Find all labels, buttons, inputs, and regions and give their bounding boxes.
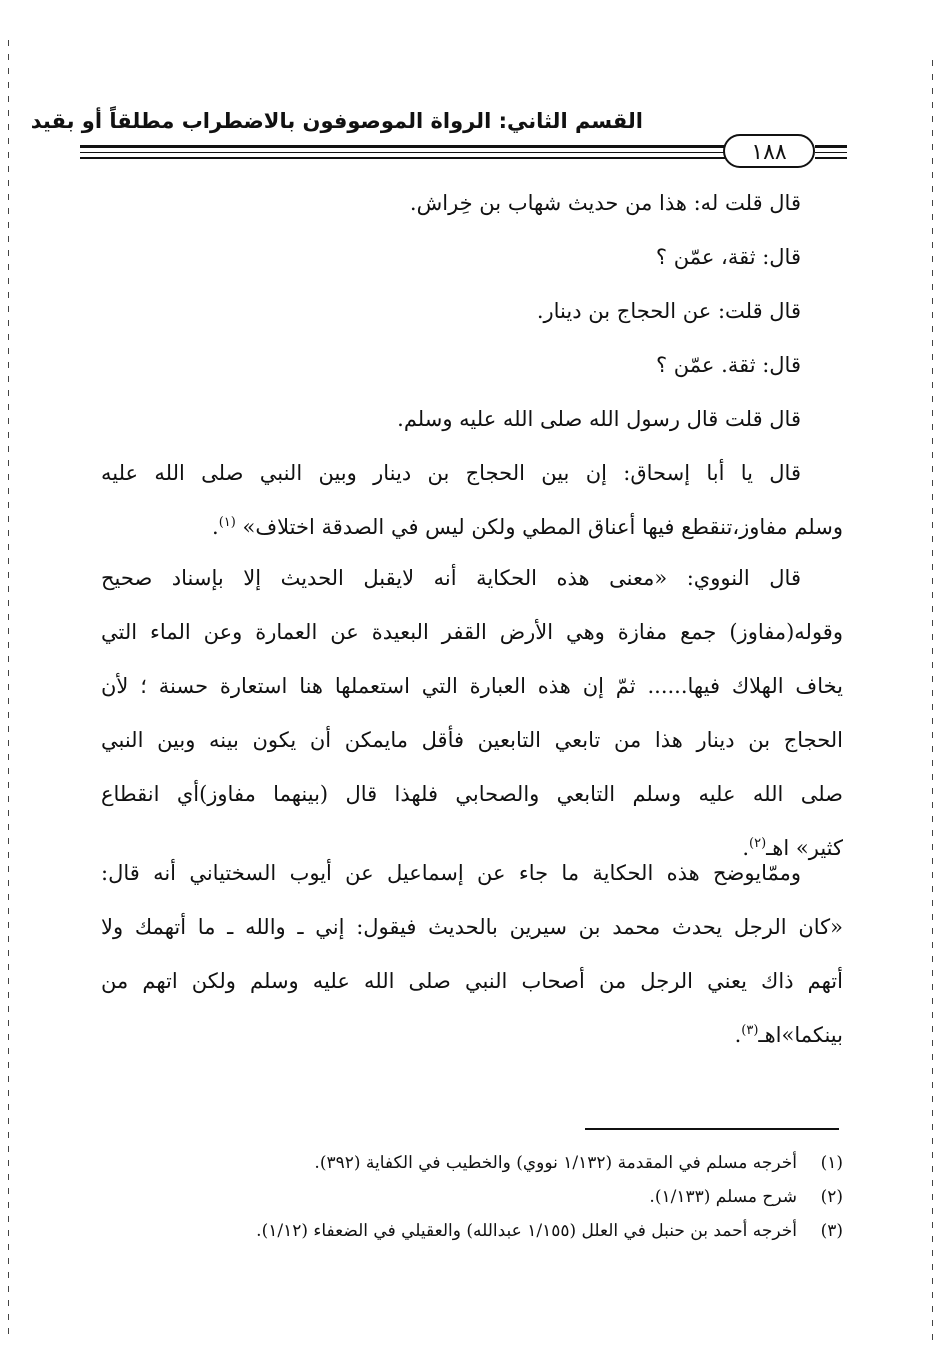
page-number: ١٨٨ — [723, 134, 815, 168]
dialogue-line-2: قال: ثقة، عمّن ؟ — [655, 245, 801, 269]
paragraph-2-line-3: يخاف الهلاك فيها...... ثمّ إن هذه العبارة التي استعملها هنا استعارة حسنة ؛ لأن — [101, 674, 843, 698]
dialogue-block — [101, 176, 843, 446]
paragraph-2-line-4: الحجاج بن دينار هذا من تابعي التابعين فأقل مايمكن أن يكون بينه وبين النبي — [101, 728, 843, 752]
paragraph-3-end: . — [734, 1023, 742, 1047]
footnote-1-number: (١) — [820, 1153, 843, 1173]
paragraph-2-line-6-text: كثير» اهـ — [766, 836, 843, 860]
paragraph-3-line-4 — [101, 1008, 843, 1062]
paragraph-1-line-2-text: وسلم مفاوز،تنقطع فيها أعناق المطي ولكن ليس في الصدقة اختلاف» — [242, 515, 843, 539]
running-title: القسم الثاني: الرواة الموصوفون بالاضطراب مطلقاً أو بقيد — [30, 109, 643, 133]
paragraph-3 — [101, 846, 843, 1062]
footnote-1-text: أخرجه مسلم في المقدمة (١/١٣٢ نووي) والخطيب في الكفاية (٣٩٢). — [314, 1153, 797, 1173]
footnote-3-text: أخرجه أحمد بن حنبل في العلل (١/١٥٥ عبدالله) والعقيلي في الضعفاء (١/١٢). — [256, 1221, 797, 1241]
footnote-2 — [101, 1180, 843, 1214]
dialogue-line-4: قال: ثقة. عمّن ؟ — [655, 353, 801, 377]
paragraph-1-line-2 — [101, 500, 843, 554]
footnote-1 — [101, 1146, 843, 1180]
paragraph-3-line-1: وممّايوضح هذه الحكاية ما جاء عن إسماعيل عن أيوب السختياني أنه قال: — [101, 861, 801, 885]
dialogue-line-1: قال قلت له: هذا من حديث شهاب بن خِراش. — [409, 191, 801, 215]
header-rule-thin-lower — [80, 157, 725, 159]
header-rule-right-lower — [815, 157, 847, 159]
header-rule-right-thin — [815, 152, 847, 153]
paragraph-1-line-1: قال يا أبا إسحاق: إن بين الحجاج بن دينار وبين النبي صلى الله عليه — [101, 461, 801, 485]
paragraph-3-line-3: أتهم ذاك يعني الرجل من أصحاب النبي صلى الله عليه وسلم ولكن اتهم من — [101, 969, 843, 993]
paragraph-2 — [101, 551, 843, 875]
footnote-ref-1: (١) — [218, 515, 236, 530]
header-rule-thick — [80, 145, 725, 148]
dialogue-line-5: قال قلت قال رسول الله صلى الله عليه وسلم. — [397, 407, 801, 431]
paragraph-1-end: . — [212, 515, 219, 539]
paragraph-1 — [101, 446, 843, 554]
footnote-2-number: (٢) — [820, 1187, 843, 1207]
footnote-3-number: (٣) — [820, 1221, 843, 1241]
footnotes — [101, 1146, 843, 1248]
paragraph-2-line-1: قال النووي: «معنى هذه الحكاية أنه لايقبل الحديث إلا بإسناد صحيح — [101, 566, 801, 590]
footnote-3 — [101, 1214, 843, 1248]
paragraph-3-line-2: «كان الرجل يحدث محمد بن سيرين بالحديث فيقول: إني ـ والله ـ ما أتهمك ولا — [101, 915, 843, 939]
scan-edge-right — [932, 60, 933, 1340]
paragraph-2-end: . — [742, 836, 750, 860]
scan-edge-left — [8, 40, 9, 1340]
footnote-ref-2: (٢) — [749, 836, 767, 851]
paragraph-2-line-2: وقوله(مفاوز) جمع مفازة وهي الأرض القفر البعيدة عن العمارة وعن الماء التي — [101, 620, 843, 644]
header-rule-thin — [80, 152, 725, 153]
paragraph-3-line-4-text: بينكما»اهـ — [758, 1023, 843, 1047]
footnote-separator — [585, 1128, 839, 1130]
dialogue-line-3: قال قلت: عن الحجاج بن دينار. — [536, 299, 801, 323]
footnote-2-text: شرح مسلم (١/١٣٣). — [649, 1187, 797, 1207]
header-rule-right-thick — [815, 145, 847, 148]
footnote-ref-3: (٣) — [741, 1023, 759, 1038]
paragraph-2-line-5: صلى الله عليه وسلم التابعي والصحابي فلهذا قال (بينهما مفاوز)أي انقطاع — [101, 782, 843, 806]
